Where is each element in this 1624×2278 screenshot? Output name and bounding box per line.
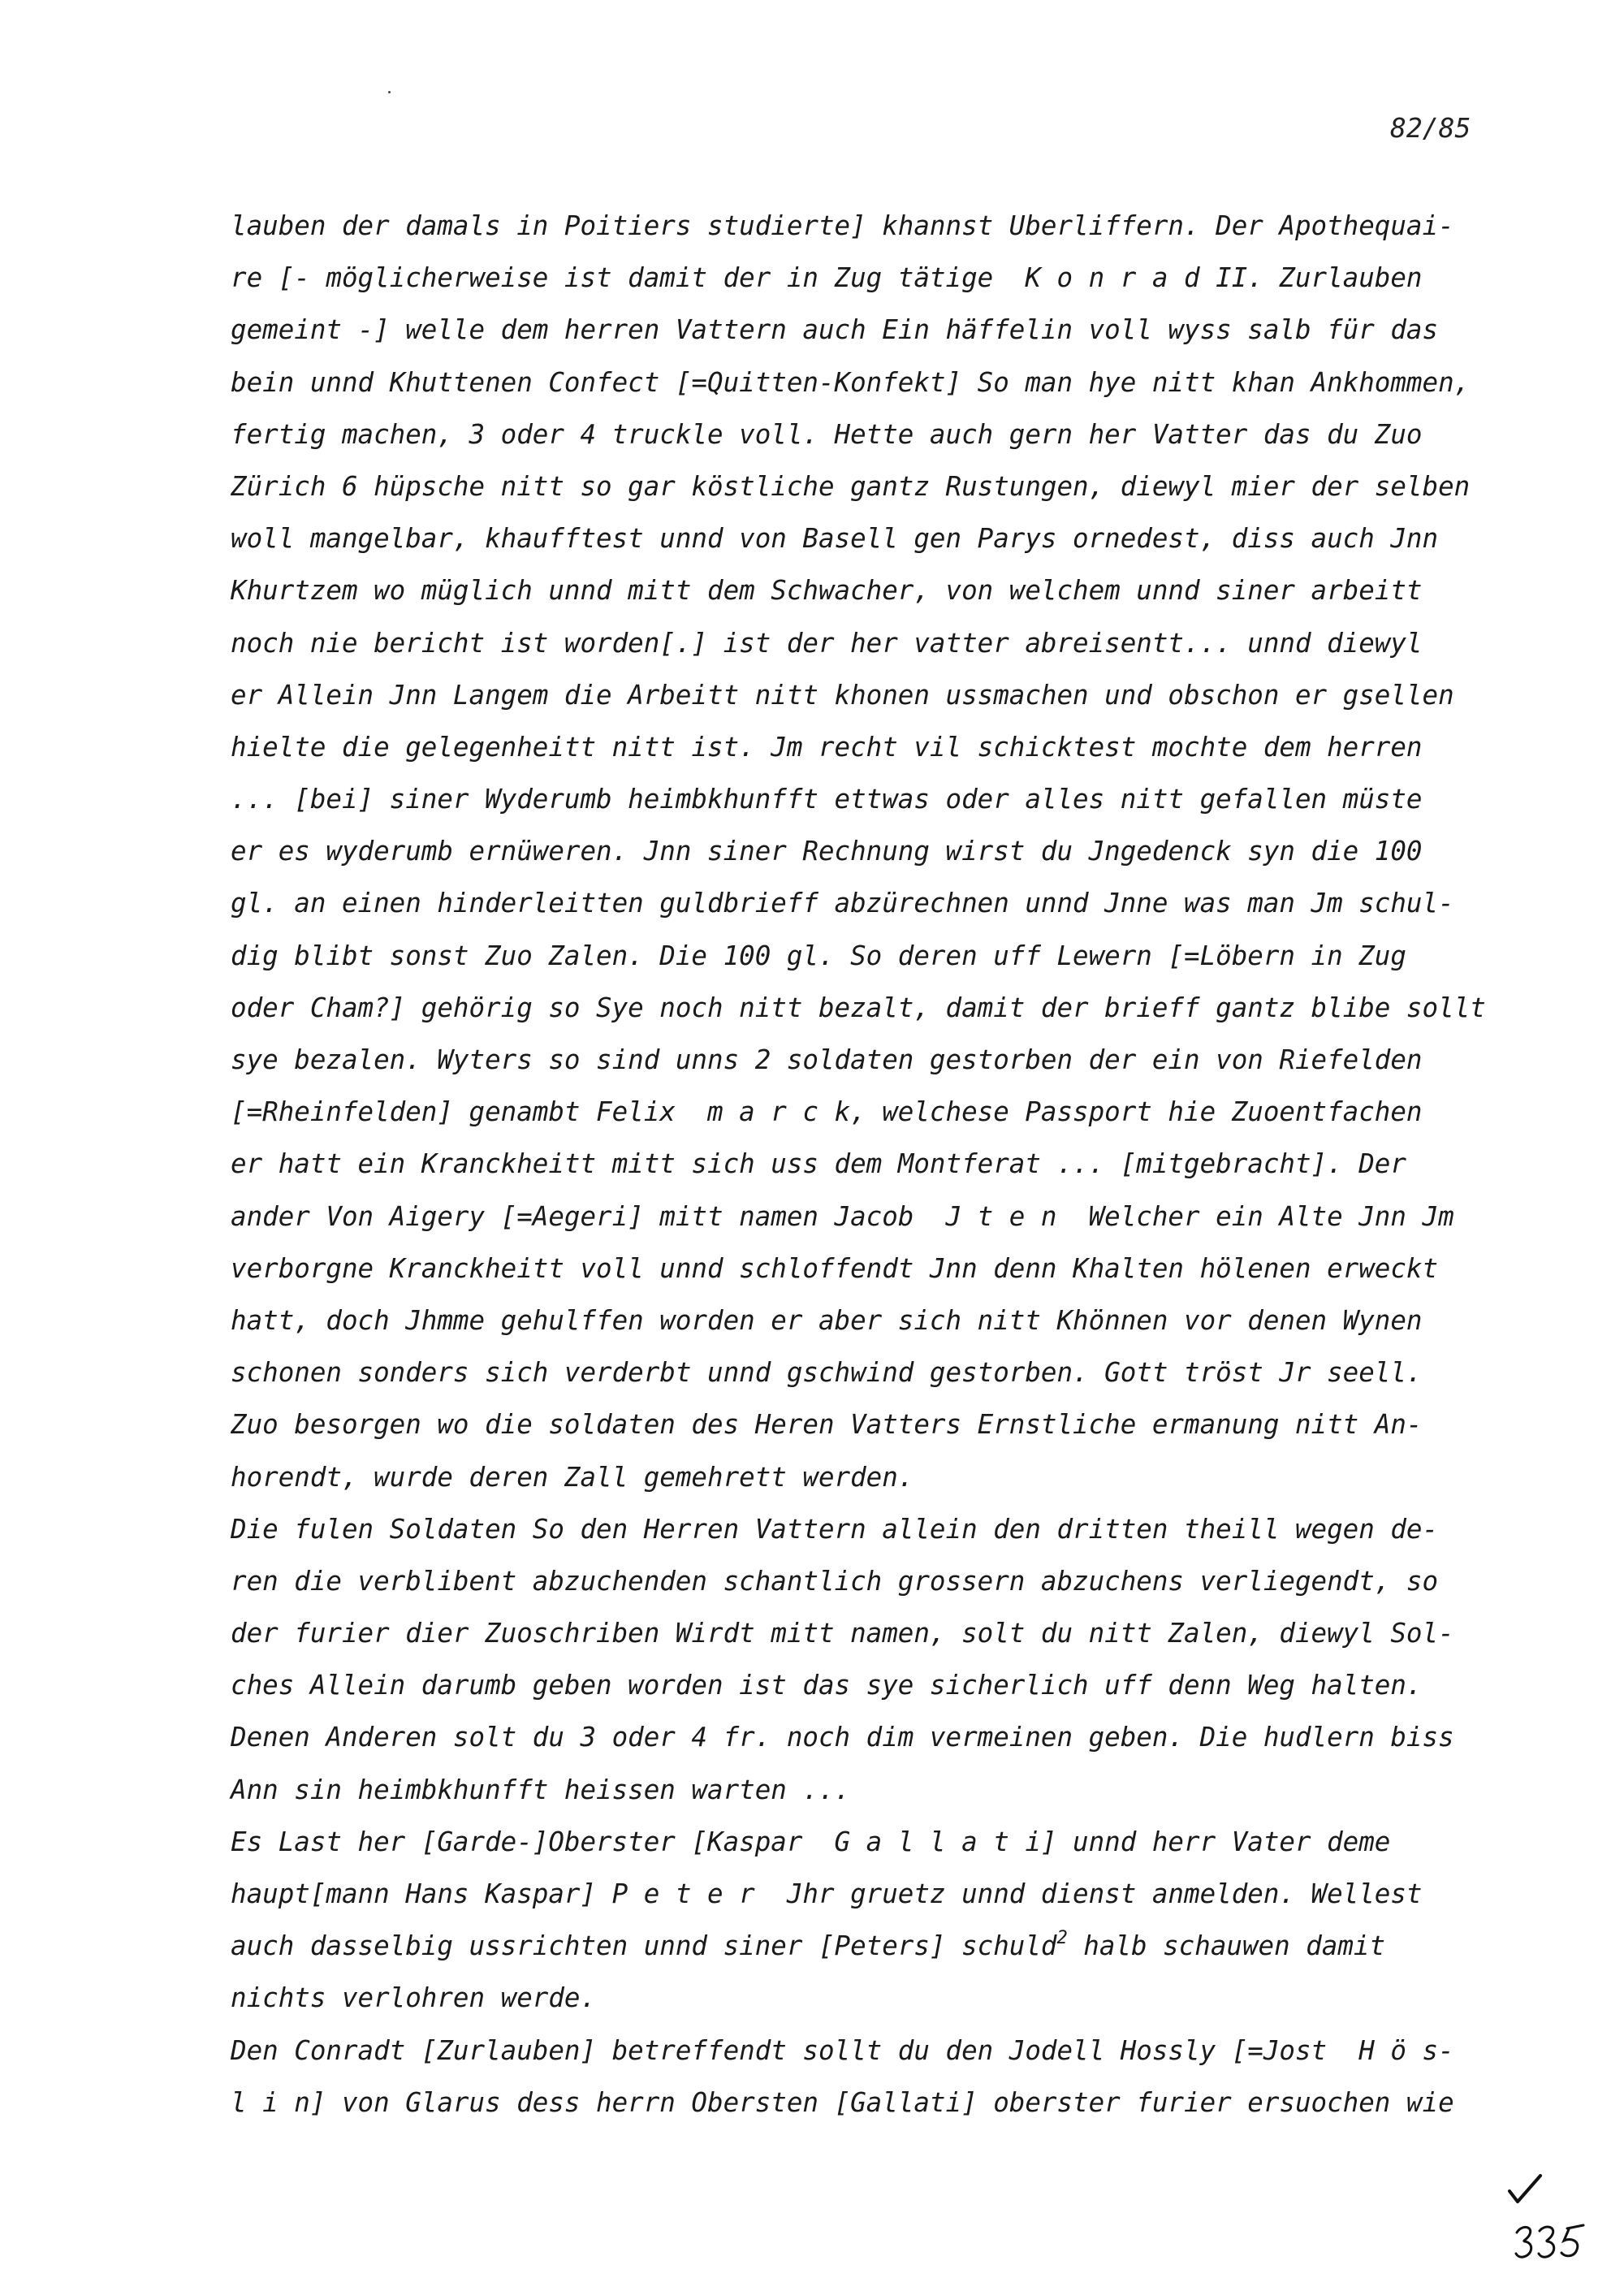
text-line-20: ander Von Aigery [=Aegeri] mitt namen Jacob J t e n Welcher ein Alte Jnn Jm [231, 1200, 1454, 1232]
text-line-5: fertig machen, 3 oder 4 truckle voll. Hette auch gern her Vatter das du Zuo [231, 418, 1423, 450]
text-line-30: Denen Anderen solt du 3 oder 4 fr. noch dim vermeinen geben. Die hudlern biss [231, 1722, 1454, 1753]
text-line-13: er es wyderumb ernüweren. Jnn siner Rechnung wirst du Jngedenck syn die 100 [231, 836, 1423, 867]
text-line-14: gl. an einen hinderleitten guldbrieff abzürechnen unnd Jnne was man Jm schul- [231, 888, 1454, 919]
text-line-1: lauben der damals in Poitiers studierte] khannst Uberliffern. Der Apothequai- [231, 210, 1454, 241]
text-line-25: horendt, wurde deren Zall gemehrett werden. [231, 1461, 914, 1493]
text-line-9: noch nie bericht ist worden[.] ist der her vatter abreisentt... unnd diewyl [231, 627, 1423, 659]
text-line-22: hatt, doch Jhmme gehulffen worden er aber sich nitt Khönnen vor denen Wynen [231, 1304, 1423, 1336]
text-line-4: bein unnd Khuttenen Confect [=Quitten-Konfekt] So man hye nitt khan Ankhommen, [231, 366, 1471, 398]
text-line-34 [231, 1920, 1570, 1972]
text-line-17: sye bezalen. Wyters so sind unns 2 soldaten gestorben der ein von Riefelden [231, 1044, 1423, 1075]
text-line-29: ches Allein darumb geben worden ist das sye sicherlich uff denn Weg halten. [231, 1670, 1423, 1701]
paper-speck [388, 91, 391, 93]
text-line-35: nichts verlohren werde. [231, 1982, 597, 2014]
text-line-33: haupt[mann Hans Kaspar] P e t e r Jhr gruetz unnd dienst anmelden. Wellest [231, 1878, 1423, 1909]
text-line-11: hielte die gelegenheitt nitt ist. Jm recht vil schicktest mochte dem herren [231, 731, 1423, 763]
check-mark-icon [1506, 2173, 1544, 2206]
text-line-32: Es Last her [Garde-]Oberster [Kaspar G a l l a t i] unnd herr Vater deme [231, 1826, 1391, 1857]
text-line-31: Ann sin heimbkhunfft heissen warten ... [231, 1774, 851, 1805]
text-line-16: oder Cham?] gehörig so Sye noch nitt bezalt, damit der brieff gantz blibe sollt [231, 992, 1486, 1023]
text-line-7: woll mangelbar, khaufftest unnd von Basell gen Parys ornedest, diss auch Jnn [231, 523, 1439, 555]
text-line-34-end: halb schauwen damit [1067, 1930, 1386, 1962]
text-line-12: ... [bei] siner Wyderumb heimbkhunfft ettwas oder alles nitt gefallen müste [231, 784, 1423, 815]
text-line-24: Zuo besorgen wo die soldaten des Heren Vatters Ernstliche ermanung nitt An- [231, 1409, 1423, 1441]
footnote-marker: 2 [1056, 1928, 1068, 1949]
text-line-3: gemeint -] welle dem herren Vattern auch Ein häffelin voll wyss salb für das [231, 314, 1439, 346]
text-line-34-start: auch dasselbig ussrichten unnd siner [Peters] schuld [231, 1930, 1057, 1962]
text-line-28: der furier dier Zuoschriben Wirdt mitt namen, solt du nitt Zalen, diewyl Sol- [231, 1618, 1454, 1649]
page-number: 82/85 [1390, 112, 1471, 144]
text-line-10: er Allein Jnn Langem die Arbeitt nitt khonen ussmachen und obschon er gsellen [231, 679, 1454, 711]
text-line-2: re [- möglicherweise ist damit der in Zug tätige K o n r a d II. Zurlauben [231, 262, 1423, 294]
text-line-26: Die fulen Soldaten So den Herren Vattern allein den dritten theill wegen de- [231, 1513, 1439, 1545]
text-line-21: verborgne Kranckheitt voll unnd schloffendt Jnn denn Khalten hölenen erweckt [231, 1252, 1439, 1284]
text-line-37: l i n] von Glarus dess herrn Obersten [Gallati] oberster furier ersuochen wie [231, 2086, 1454, 2118]
text-line-8: Khurtzem wo müglich unnd mitt dem Schwacher, von welchem unnd siner arbeitt [231, 575, 1423, 607]
text-line-19: er hatt ein Kranckheitt mitt sich uss dem Montferat ... [mitgebracht]. Der [231, 1148, 1406, 1180]
text-line-18: [=Rheinfelden] genambt Felix m a r c k, welchese Passport hie Zuoentfachen [231, 1096, 1423, 1128]
transcription-body [231, 200, 1570, 2129]
text-line-6: Zürich 6 hüpsche nitt so gar köstliche gantz Rustungen, diewyl mier der selben [231, 470, 1471, 502]
text-line-15: dig blibt sonst Zuo Zalen. Die 100 gl. So deren uff Lewern [=Löbern in Zug [231, 940, 1406, 971]
text-line-36: Den Conradt [Zurlauben] betreffendt sollt du den Jodell Hossly [=Jost H ö s- [231, 2034, 1454, 2066]
handwritten-folio-number [1512, 2221, 1587, 2262]
text-line-23: schonen sonders sich verderbt unnd gschwind gestorben. Gott tröst Jr seell. [231, 1357, 1423, 1389]
text-line-27: ren die verblibent abzuchenden schantlich grossern abzuchens verliegendt, so [231, 1565, 1439, 1597]
